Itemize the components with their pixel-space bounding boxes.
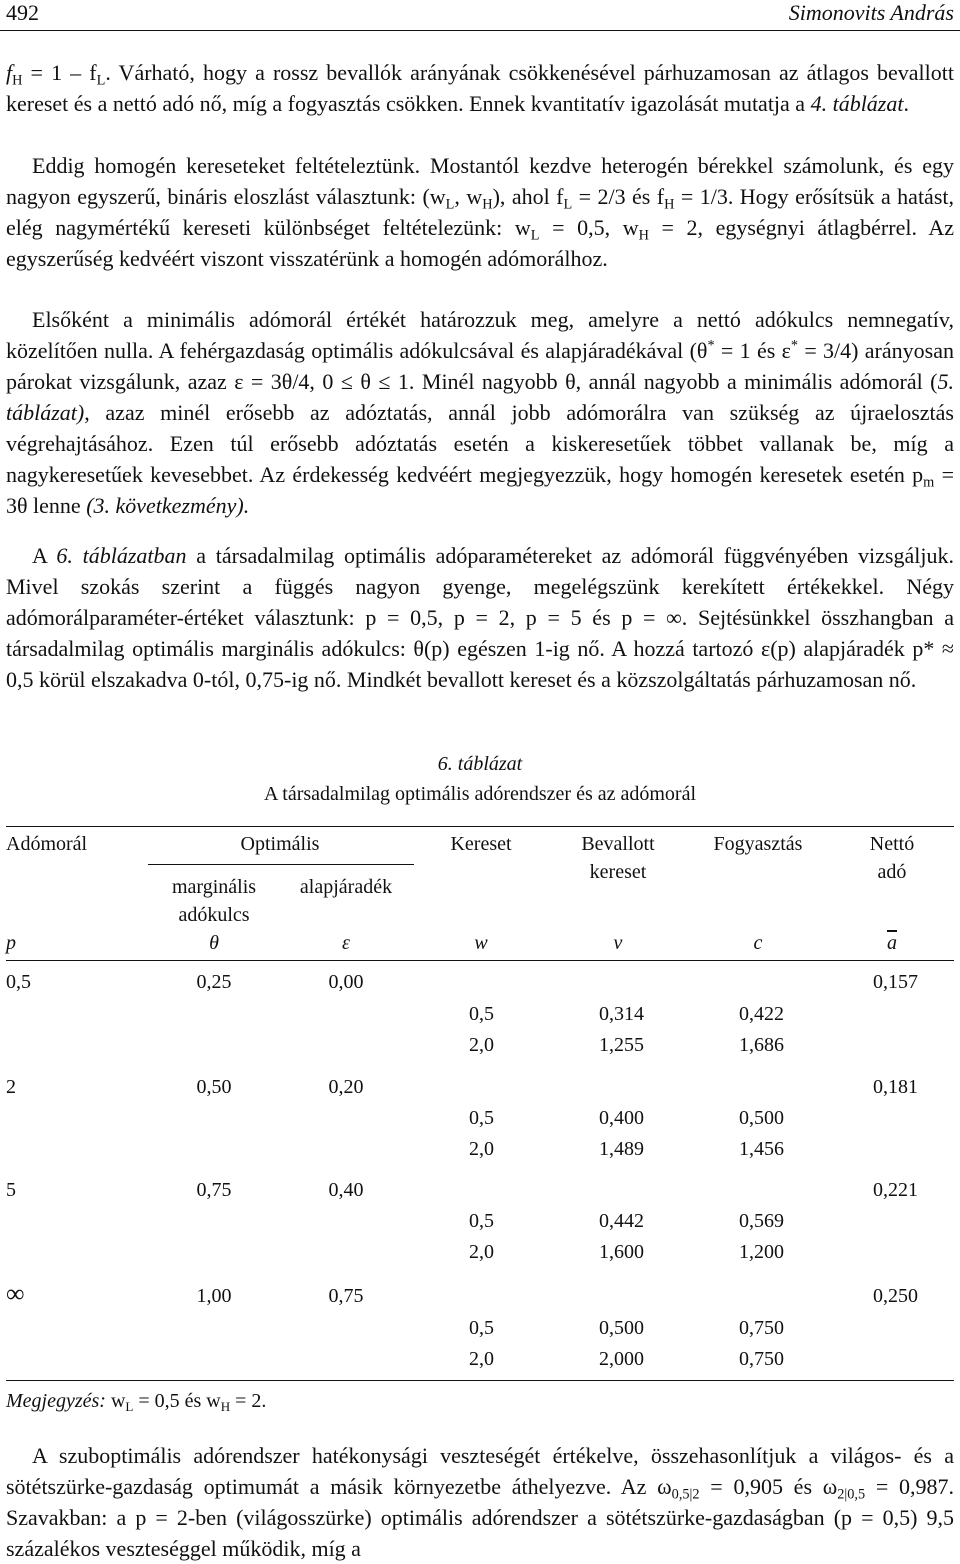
row-c: 1,200 bbox=[739, 1241, 784, 1263]
text: = 1/3. Hogy erősítsük a hatást, elég nagymértékű kereseti különbséget feltételezünk: w bbox=[6, 184, 954, 240]
corollary-reference: (3. következmény). bbox=[86, 493, 250, 518]
row-w: 2,0 bbox=[469, 1348, 494, 1370]
row-epsilon: 0,00 bbox=[328, 971, 364, 993]
symbol-w: w bbox=[474, 932, 488, 954]
row-p: 5 bbox=[6, 1179, 16, 1201]
text: = 1 – f bbox=[22, 60, 97, 85]
paragraph-closing bbox=[6, 1440, 954, 1564]
text: = 2, egységnyi átlagbérrel. Az egyszerűség kedvéért viszont visszatérünk a homogén adómorálhoz. bbox=[6, 215, 954, 271]
row-p: 2 bbox=[6, 1076, 16, 1098]
text: = 0,5, w bbox=[539, 215, 639, 240]
row-w: 2,0 bbox=[469, 1241, 494, 1263]
subscript: L bbox=[530, 227, 540, 244]
text: ), ahol f bbox=[492, 184, 564, 209]
note-label: Megjegyzés: bbox=[6, 1390, 106, 1412]
header-fogyasztas: Fogyasztás bbox=[713, 833, 803, 855]
text: A szuboptimális adórendszer hatékonysági veszteségét értékelve, összehasonlítjuk a világos- és a sötétszürke-gazdaság optimumát a másik környezetbe áthelyezve. Az ω bbox=[6, 1443, 954, 1499]
subscript: H bbox=[12, 72, 23, 89]
row-w: 0,5 bbox=[469, 1210, 494, 1232]
text: = 3/4) arányosan párokat vizsgálunk, azaz ε = 3θ/4, 0 ≤ θ ≤ 1. Minél nagyobb θ, annál nagyobb a minimális adómorál ( bbox=[6, 338, 954, 394]
subscript: 2|0,5 bbox=[837, 1486, 866, 1503]
subscript: L bbox=[445, 196, 455, 213]
text: . bbox=[903, 91, 909, 116]
row-theta: 0,25 bbox=[196, 971, 232, 993]
row-c: 1,456 bbox=[739, 1138, 784, 1160]
header-adomoral: Adómorál bbox=[6, 833, 88, 855]
superscript: * bbox=[707, 337, 715, 354]
header-adokulcs: adókulcs bbox=[178, 904, 250, 926]
optimalis-rule bbox=[148, 864, 414, 865]
table-top-rule bbox=[6, 826, 954, 827]
row-v: 0,314 bbox=[599, 1003, 644, 1025]
text: = 1 és ε bbox=[714, 338, 791, 363]
text: . Várható, hogy a rossz bevallók arányának csökkenésével párhuzamosan az átlagos bevallott kereset és a nettó adó nő, míg a fogyasztás csökken. Ennek kvantitatív igazolását mutatja a bbox=[6, 60, 955, 116]
subscript: H bbox=[482, 196, 493, 213]
subscript: L bbox=[96, 72, 106, 89]
paragraph-3 bbox=[6, 304, 954, 521]
text: = 2. bbox=[230, 1390, 267, 1412]
running-author: Simonovits András bbox=[788, 0, 954, 25]
text: Elsőként a minimális adómorál értékét határozzuk meg, amelyre a nettó adókulcs nemnegatív, közelítően nulla. A fehérgazdaság optimális adókulcsával és alapjáradékával (θ bbox=[6, 307, 954, 363]
row-net-tax: 0,181 bbox=[873, 1076, 918, 1098]
row-v: 0,500 bbox=[599, 1317, 644, 1339]
table-reference: 4. táblázat bbox=[810, 91, 904, 116]
row-p: ∞ bbox=[6, 1279, 25, 1308]
paragraph-1 bbox=[6, 57, 954, 119]
text: = 0,5 és w bbox=[133, 1390, 221, 1412]
row-w: 0,5 bbox=[469, 1003, 494, 1025]
symbol-a-bar: $\overline{a}$ bbox=[887, 932, 897, 954]
table-bottom-rule bbox=[6, 1380, 954, 1381]
row-c: 0,422 bbox=[739, 1003, 784, 1025]
row-c: 0,500 bbox=[739, 1107, 784, 1129]
row-c: 0,750 bbox=[739, 1317, 784, 1339]
header-bevallott-kereset: kereset bbox=[589, 861, 647, 883]
table-reference: 5. táblázat) bbox=[6, 369, 954, 425]
row-epsilon: 0,75 bbox=[328, 1285, 364, 1307]
subscript: H bbox=[664, 196, 675, 213]
text: a társadalmilag optimális adóparamétereket az adómorál függvényében vizsgáljuk. Mivel szokás szerint a függés nagyon gyenge, megelégszünk kerekített értékekkel. Négy adómorálparaméter-értéket választunk: p = 0,5, p = 2, p = 5 és p = ∞. Sejtésünkkel összhangban a társadalmilag optimális marginális adókulcs: θ(p) egészen 1-ig nő. A hozzá tartozó ε(p) alapjáradék p* ≈ 0,5 körül elszakadva 0-tól, 0,75-ig nő. Mindkét bevallott kereset és a közszolgáltatás párhuzamosan nő. bbox=[6, 543, 954, 692]
row-theta: 1,00 bbox=[196, 1285, 232, 1307]
table-title: A társadalmilag optimális adórendszer és az adómorál bbox=[263, 783, 697, 805]
header-rule bbox=[0, 30, 960, 31]
header-alapjaradek: alapjáradék bbox=[299, 876, 393, 898]
header-marginalis: marginális bbox=[171, 876, 257, 898]
row-epsilon: 0,40 bbox=[328, 1179, 364, 1201]
row-p: 0,5 bbox=[6, 971, 31, 993]
row-w: 0,5 bbox=[469, 1317, 494, 1339]
row-v: 0,442 bbox=[599, 1210, 644, 1232]
row-v: 1,255 bbox=[599, 1034, 644, 1056]
text: Eddig homogén kereseteket feltételeztünk. Mostantól kezdve heterogén bérekkel számolunk, és egy nagyon egyszerű, bináris eloszlást választunk: (w bbox=[6, 153, 954, 209]
symbol-epsilon: ε bbox=[342, 932, 350, 954]
row-w: 2,0 bbox=[469, 1034, 494, 1056]
symbol-v: v bbox=[613, 932, 623, 954]
row-w: 2,0 bbox=[469, 1138, 494, 1160]
table-reference: 6. táblázatban bbox=[56, 543, 187, 568]
row-epsilon: 0,20 bbox=[328, 1076, 364, 1098]
symbol-theta: θ bbox=[209, 932, 219, 954]
row-c: 1,686 bbox=[739, 1034, 784, 1056]
superscript: * bbox=[790, 337, 798, 354]
text: A bbox=[32, 543, 57, 568]
row-theta: 0,75 bbox=[196, 1179, 232, 1201]
row-c: 0,750 bbox=[739, 1348, 784, 1370]
header-netto-ado: adó bbox=[877, 861, 907, 883]
paragraph-4 bbox=[6, 540, 954, 695]
header-bevallott: Bevallott bbox=[581, 833, 655, 855]
symbol-p: p bbox=[6, 932, 16, 954]
header-kereset: Kereset bbox=[450, 833, 512, 855]
text: = 2/3 és f bbox=[572, 184, 665, 209]
row-w: 0,5 bbox=[469, 1107, 494, 1129]
row-theta: 0,50 bbox=[196, 1076, 232, 1098]
row-v: 2,000 bbox=[599, 1348, 644, 1370]
subscript: H bbox=[638, 227, 649, 244]
row-c: 0,569 bbox=[739, 1210, 784, 1232]
row-v: 1,600 bbox=[599, 1241, 644, 1263]
subscript: m bbox=[923, 474, 935, 491]
table-header-rule bbox=[6, 960, 954, 961]
subscript: L bbox=[125, 1398, 134, 1414]
header-netto: Nettó bbox=[869, 833, 915, 855]
subscript: H bbox=[220, 1398, 231, 1414]
text: w bbox=[105, 1390, 126, 1412]
subscript: L bbox=[563, 196, 573, 213]
row-v: 1,489 bbox=[599, 1138, 644, 1160]
paragraph-2 bbox=[6, 150, 954, 274]
table-number: 6. táblázat bbox=[437, 753, 523, 775]
row-net-tax: 0,250 bbox=[873, 1285, 918, 1307]
text: = 0,905 és ω bbox=[699, 1474, 838, 1499]
text: = 3θ lenne bbox=[6, 462, 954, 518]
text: , azaz minél erősebb az adóztatás, annál jobb adómorálra van szükség az újraelosztás végrehajtásához. Ezen túl erősebb adóztatás esetén a kiskeresetűek többet vallanak be, míg a nagykeresetűek kevesebbet. Az érdekesség kedvéért megjegyezzük, hogy homogén keresetek esetén p bbox=[6, 400, 954, 487]
symbol-f: f bbox=[6, 60, 13, 85]
table-note bbox=[6, 1390, 266, 1413]
subscript: 0,5|2 bbox=[671, 1486, 700, 1503]
text: = 0,987. Szavakban: a p = 2-ben (világosszürke) optimális adórendszer a sötétszürke-gazdaságban (p = 0,5) 9,5 százalékos veszteséggel működik, míg a bbox=[6, 1474, 954, 1561]
page-number: 492 bbox=[6, 0, 39, 25]
row-net-tax: 0,221 bbox=[873, 1179, 918, 1201]
symbol-c: c bbox=[753, 932, 763, 954]
row-v: 0,400 bbox=[599, 1107, 644, 1129]
header-optimalis: Optimális bbox=[240, 833, 320, 855]
row-net-tax: 0,157 bbox=[873, 971, 918, 993]
text: , w bbox=[454, 184, 483, 209]
page-header bbox=[0, 0, 960, 32]
